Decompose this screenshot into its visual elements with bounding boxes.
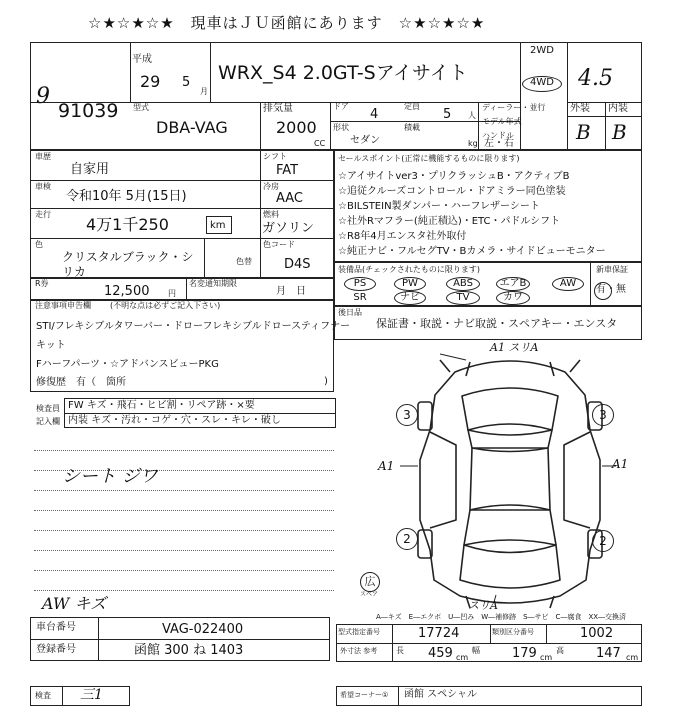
model-year-label: モデル年式 xyxy=(482,117,522,126)
recycle-value: 12,500 xyxy=(104,284,150,299)
era: 平成 xyxy=(132,54,152,65)
mark-right: A1 xyxy=(612,457,629,471)
equip-ps: PS xyxy=(344,277,376,291)
later-items-value: 保証書・取説・ナビ取説・スペアキー・エンスタ xyxy=(376,317,618,330)
mark-rear: スリA xyxy=(468,599,498,612)
dim-label: 外寸法 参考 xyxy=(340,647,378,655)
exterior-value: B xyxy=(576,120,591,144)
mileage-value: 4万1千250 xyxy=(86,215,169,234)
recycle-label: R券 xyxy=(35,279,49,288)
height-unit: cm xyxy=(626,653,639,662)
color-value: クリスタルブラック・シリカ xyxy=(62,250,194,279)
notes-line-1: STI/フレキシブルタワーバー・ドローフレキシブルドロースティフナー xyxy=(36,321,351,332)
fuel-value: ガソリン xyxy=(262,221,315,236)
handwritten-aw: AW キズ xyxy=(42,594,107,613)
handwritten-seat: シート ジワ xyxy=(62,466,158,487)
shape-label: 形状 xyxy=(333,123,349,132)
height-label: 高 xyxy=(556,646,564,655)
shift-label: シフト xyxy=(263,152,287,161)
equip-aw: AW xyxy=(552,277,584,291)
length-unit: cm xyxy=(456,653,469,662)
legend: A―キズ E―エクボ U―凹み W―補修跡 S―サビ C―腐食 XX―交換済 xyxy=(376,613,627,621)
mileage-unit: km xyxy=(210,220,226,231)
color-swap-label: 色替 xyxy=(236,257,252,266)
chassis-label: 車台番号 xyxy=(36,622,76,633)
chassis-value: VAG-022400 xyxy=(162,622,244,637)
interior-value: B xyxy=(612,120,627,144)
warranty-label: 新車保証 xyxy=(596,265,628,274)
capacity-unit: kg xyxy=(468,139,478,148)
equipment-title: 装備品(チェックされたものに限ります) xyxy=(338,265,481,274)
aircon-value: AAC xyxy=(276,191,303,206)
meigi-value: 月 日 xyxy=(276,286,306,297)
seller-value: 函館 スペシャル xyxy=(404,689,477,700)
class-label: 類別区分番号 xyxy=(492,628,534,636)
tire-front-right: 3 xyxy=(592,404,614,426)
selling-point-5: ☆R8年4月エンスタ社外取付 xyxy=(338,231,467,242)
inspector-value: 三1 xyxy=(80,687,103,703)
displacement-value: 2000 xyxy=(276,118,317,137)
equip-abs: ABS xyxy=(446,277,480,291)
color-label: 色 xyxy=(35,240,43,249)
color-code-label: 色コード xyxy=(263,240,295,249)
seller-label: 希望コーナー① xyxy=(340,691,389,699)
month: 5 xyxy=(182,75,191,90)
length-label: 長 xyxy=(396,646,404,655)
doors-label: ドア xyxy=(333,102,349,111)
tire-front-left: 3 xyxy=(396,404,418,426)
fuel-label: 燃料 xyxy=(263,210,279,219)
drive-2wd: 2WD xyxy=(530,45,554,56)
color-code-value: D4S xyxy=(284,257,311,272)
equip-pw: PW xyxy=(394,277,426,291)
meigi-label: 名変通知期限 xyxy=(189,279,237,288)
model-designation-value: 17724 xyxy=(418,626,460,641)
equip-tv: TV xyxy=(446,291,480,305)
later-items-label: 後日品 xyxy=(338,308,362,317)
width-label: 幅 xyxy=(472,646,480,655)
mileage-label: 走行 xyxy=(35,210,51,219)
spare-label: スペア xyxy=(360,591,379,598)
shift-value: FAT xyxy=(276,163,299,178)
banner: ☆★☆★☆★ 現車はＪＵ函館にあります ☆★☆★☆★ xyxy=(88,14,486,32)
selling-point-1: ☆アイサイトver3・プリクラッシュB・アクティブB xyxy=(338,171,570,182)
capacity-label: 積載 xyxy=(404,123,420,132)
notes-label: 注意事項申告欄 xyxy=(35,301,91,310)
notes-hint: (不明な点は必ずご記入下さい) xyxy=(110,301,221,310)
selling-point-4: ☆社外Rマフラー(純正積込)・ETC・パドルシフト xyxy=(338,216,561,227)
year: 29 xyxy=(140,72,161,91)
equip-leather: カワ xyxy=(496,291,530,305)
height-value: 147 xyxy=(596,646,621,661)
width-value: 179 xyxy=(512,646,537,661)
mark-front: A1 スリA xyxy=(490,341,539,354)
lot-number: 91039 xyxy=(58,100,119,122)
inspection-label: 車検 xyxy=(35,182,51,191)
equip-sr: SR xyxy=(353,292,367,303)
drive-4wd: 4WD xyxy=(522,76,562,92)
month-unit: 月 xyxy=(200,87,208,96)
width-unit: cm xyxy=(540,653,553,662)
usage-label: 車歴 xyxy=(35,152,51,161)
selling-points-title: セールスポイント(正常に機能するものに限ります) xyxy=(338,154,520,163)
spare-mark: 広 xyxy=(360,572,380,592)
seats-value: 5 xyxy=(443,107,452,122)
handle-label: ハンドル xyxy=(482,131,514,140)
usage-value: 自家用 xyxy=(70,162,110,177)
recycle-unit: 円 xyxy=(168,289,176,298)
handle-value: 左・右 xyxy=(484,138,514,149)
notes-line-2: キット xyxy=(36,340,66,351)
tire-rear-left: 2 xyxy=(396,528,418,550)
doors-value: 4 xyxy=(370,107,379,122)
seats-unit: 人 xyxy=(468,111,476,120)
reg-label: 登録番号 xyxy=(36,644,76,655)
dealer-label: ディーラー・並行 xyxy=(482,103,546,112)
model-designation-label: 型式指定番号 xyxy=(338,628,380,636)
equip-navi: ナビ xyxy=(394,291,426,305)
shape-value: セダン xyxy=(350,135,381,146)
inspector-label: 検査 xyxy=(35,691,51,700)
checker-row-2: 内装 キズ・汚れ・コゲ・穴・スレ・キレ・破し xyxy=(68,415,281,426)
inspection-value: 令和10年 5月(15日) xyxy=(66,189,187,204)
checker-row-1: FW キズ・飛石・ヒビ割・リペア跡・×要 xyxy=(68,400,255,411)
displacement-label: 排気量 xyxy=(263,103,293,114)
mark-left: A1 xyxy=(378,459,395,473)
type-value: DBA-VAG xyxy=(156,118,228,137)
aircon-label: 冷房 xyxy=(263,182,279,191)
checker-label: 検査員記入欄 xyxy=(36,404,60,426)
selling-point-6: ☆純正ナビ・フルセグTV・Bカメラ・サイドビューモニター xyxy=(338,246,606,257)
selling-point-2: ☆追従クルーズコントロール・ドアミラー同色塗装 xyxy=(338,186,566,197)
interior-label: 内装 xyxy=(608,103,628,114)
equip-airbag: エアB xyxy=(496,277,530,291)
tire-rear-right: 2 xyxy=(592,530,614,552)
repair-history: 修復歴 有（ 箇所 xyxy=(36,377,126,388)
model-name: WRX_S4 2.0GT-Sアイサイト xyxy=(218,62,468,84)
warranty-value: 有・無 xyxy=(596,284,626,295)
type-label: 型式 xyxy=(133,103,149,112)
notes-line-3: Fハーフパーツ・☆アドバンスビューPKG xyxy=(36,359,219,370)
score: 4.5 xyxy=(578,66,613,91)
exterior-label: 外装 xyxy=(570,103,590,114)
reg-value: 函館 300 ね 1403 xyxy=(134,643,244,658)
class-value: 1002 xyxy=(580,626,614,641)
length-value: 459 xyxy=(428,646,453,661)
displacement-unit: CC xyxy=(314,139,326,148)
lot-prefix: 9 xyxy=(36,84,50,109)
selling-point-3: ☆BILSTEIN製ダンパー・ハーフレザーシート xyxy=(338,201,540,212)
seats-label: 定員 xyxy=(404,102,420,111)
